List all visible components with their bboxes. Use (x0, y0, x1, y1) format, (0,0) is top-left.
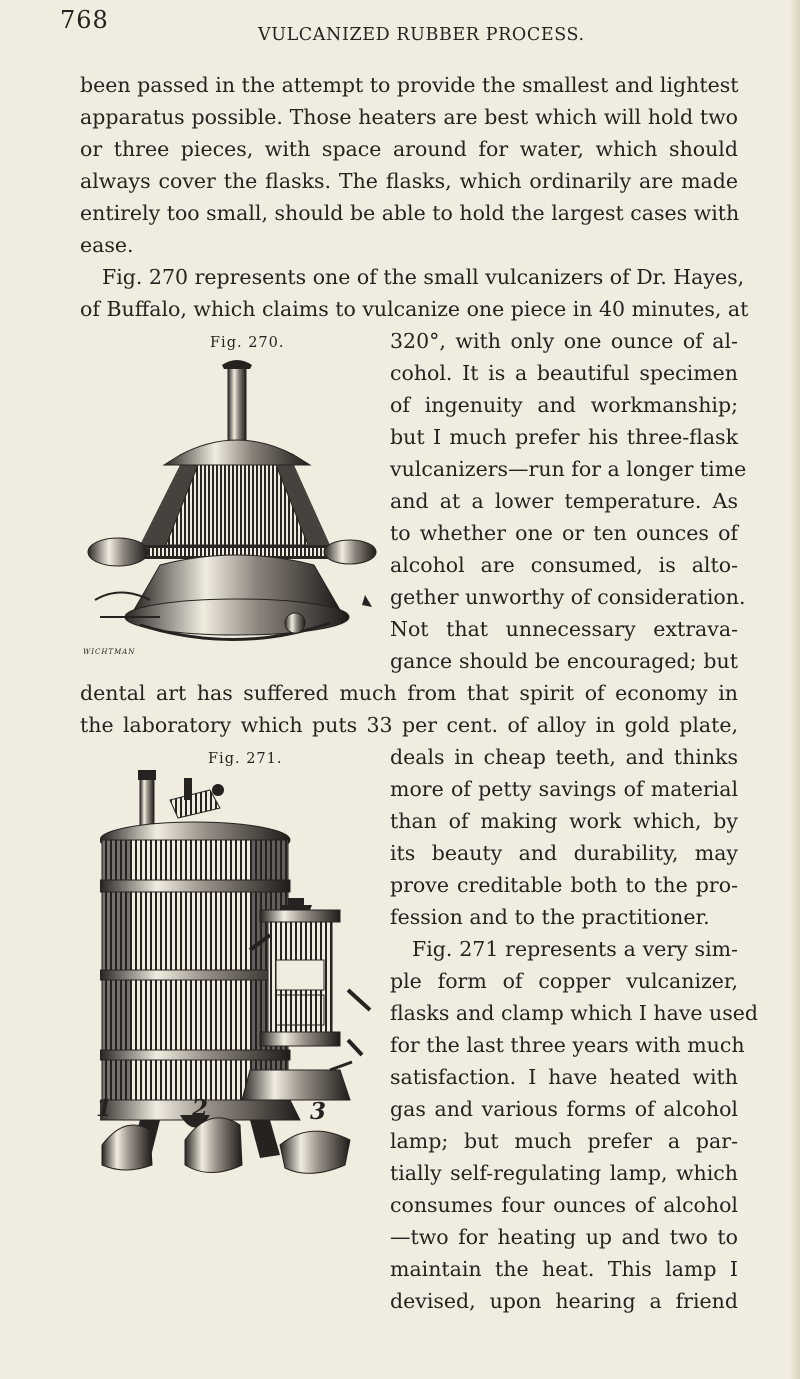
text-line: dental art has suffered much from that spirit of economy in (80, 681, 738, 705)
text-line: been passed in the attempt to provide the smallest and lightest (80, 73, 739, 97)
text-line: Fig. 270 represents one of the small vulcanizers of Dr. Hayes, (102, 265, 745, 289)
text-line: ple form of copper vulcanizer, (390, 969, 738, 993)
text-line: gance should be encouraged; but (390, 649, 738, 673)
text-line: prove creditable both to the pro- (390, 873, 738, 897)
text-line: or three pieces, with space around for water, which should (80, 137, 738, 161)
text-line: fession and to the practitioner. (390, 905, 710, 929)
text-line: than of making work which, by (390, 809, 738, 833)
text-line: entirely too small, should be able to hold the largest cases with (80, 201, 740, 225)
part-label: 3 (310, 1098, 327, 1125)
text-line: devised, upon hearing a friend (390, 1289, 738, 1313)
text-line: lamp; but much prefer a par- (390, 1129, 738, 1153)
copper-vulcanizer-illustration-fig-271 (96, 770, 390, 1180)
text-line: more of petty savings of material (390, 777, 738, 801)
text-line: apparatus possible. Those heaters are best which will hold two (80, 105, 738, 129)
text-line: 320°, with only one ounce of al- (390, 329, 738, 353)
text-line: Not that unnecessary extrava- (390, 617, 738, 641)
text-line: —two for heating up and two to (390, 1225, 738, 1249)
text-line: of Buffalo, which claims to vulcanize one piece in 40 minutes, at (80, 297, 749, 321)
page-edge-shadow (790, 0, 800, 1379)
text-line: deals in cheap teeth, and thinks (390, 745, 738, 769)
figure-caption: Fig. 270. (210, 335, 285, 351)
text-line: cohol. It is a beautiful specimen (390, 361, 738, 385)
text-line: gas and various forms of alcohol (390, 1097, 738, 1121)
engraver-signature: WICHTMAN (83, 648, 136, 656)
text-line: of ingenuity and workmanship; (390, 393, 738, 417)
vulcanizer-illustration-fig-270 (80, 355, 380, 665)
text-line: and at a lower temperature. As (390, 489, 738, 513)
text-line: but I much prefer his three-flask (390, 425, 738, 449)
running-title: VULCANIZED RUBBER PROCESS. (258, 25, 585, 45)
text-line: Fig. 271 represents a very sim- (412, 937, 738, 961)
text-line: ease. (80, 233, 134, 257)
figure-caption: Fig. 271. (208, 751, 283, 767)
text-line: for the last three years with much (390, 1033, 745, 1057)
text-line: always cover the flasks. The flasks, which ordinarily are made (80, 169, 738, 193)
text-line: vulcanizers—run for a longer time (390, 457, 747, 481)
text-line: the laboratory which puts 33 per cent. of alloy in gold plate, (80, 713, 738, 737)
text-line: satisfaction. I have heated with (390, 1065, 738, 1089)
text-line: gether unworthy of consideration. (390, 585, 746, 609)
text-line: to whether one or ten ounces of (390, 521, 738, 545)
text-line: maintain the heat. This lamp I (390, 1257, 738, 1281)
text-line: consumes four ounces of alcohol (390, 1193, 738, 1217)
text-line: alcohol are consumed, is alto- (390, 553, 738, 577)
page-number: 768 (60, 6, 109, 34)
text-line: tially self-regulating lamp, which (390, 1161, 738, 1185)
part-label: 1 (96, 1095, 113, 1122)
part-label: 2 (192, 1095, 209, 1122)
text-line: its beauty and durability, may (390, 841, 738, 865)
text-line: flasks and clamp which I have used (390, 1001, 759, 1025)
